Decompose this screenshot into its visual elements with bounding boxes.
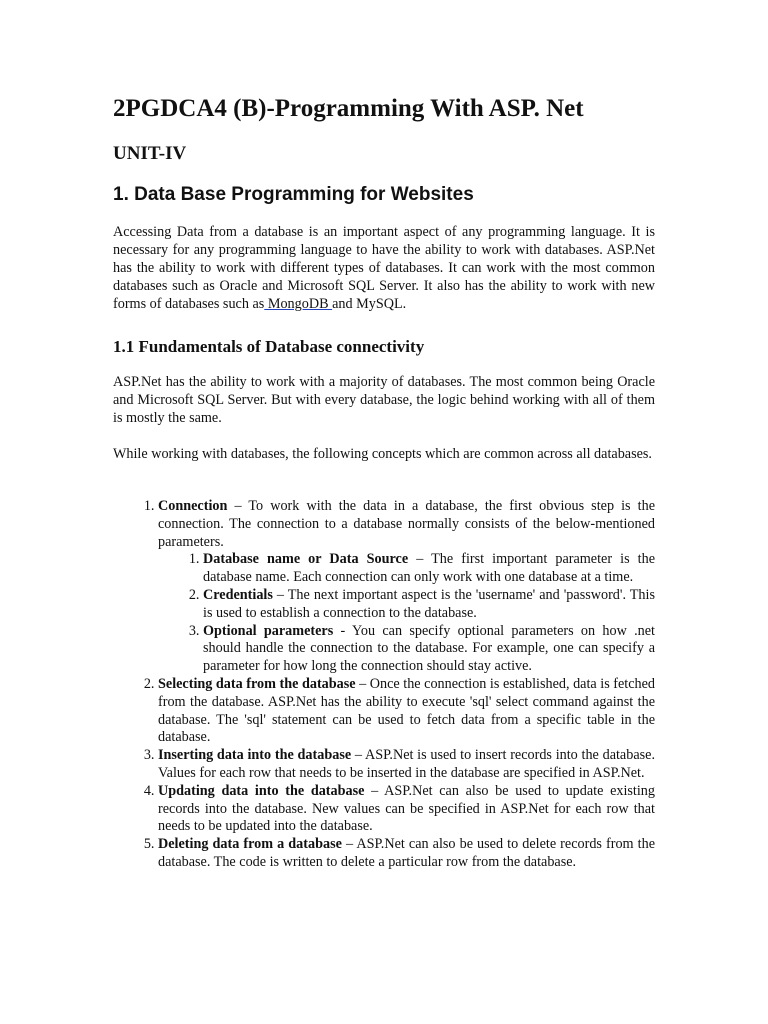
list-item-text: Once the connection is established, data is fetched from the database. ASP.Net has the ability to execute 'sql' select command against the database. The 'sql' statement can be used to fetch data from a specific table in the database.: [158, 675, 656, 746]
fundamentals-paragraph: ASP.Net has the ability to work with a majority of databases. The most common being Oracle and Microsoft SQL Server. But with every database, the logic behind working with all of them is mostly the same.: [113, 374, 655, 426]
sub-list-item-text: The first important parameter is the database name. Each connection can only work with one database at a time.: [203, 551, 655, 586]
sub-list-item: [203, 551, 655, 587]
list-item-term: Selecting data from the database: [158, 675, 356, 692]
sub-list-item: [203, 623, 655, 676]
list-item-term: Deleting data from a database: [158, 836, 342, 853]
subsection-heading-fundamentals: 1.1 Fundamentals of Database connectivity: [113, 337, 425, 356]
sub-list-item: [203, 587, 655, 623]
sub-list-item-term: Credentials: [203, 586, 273, 603]
sub-list-item-text: The next important aspect is the 'username' and 'password'. This is used to establish a connection to the database.: [203, 586, 655, 621]
list-item-sep: –: [341, 836, 357, 853]
intro-text-end: and MySQL.: [332, 296, 407, 312]
list-item-sep: –: [351, 747, 365, 764]
sub-list-item-sep: –: [272, 586, 288, 603]
list-item-text: ASP.Net is used to insert records into the database. Values for each row that needs to be inserted in the database are specified in ASP.Net.: [158, 747, 655, 781]
list-item-text: To work with the data in a database, the first obvious step is the connection. The connection to a database normally consists of the below-mentioned parameters.: [158, 498, 655, 550]
list-item-sep: –: [364, 782, 385, 799]
list-item: [158, 676, 655, 747]
list-item-term: Inserting data into the database: [158, 747, 352, 764]
list-item-text: ASP.Net can also be used to update existing records into the database. New values can be specified in ASP.Net for each row that needs to be updated into the database.: [158, 782, 655, 835]
list-item: [158, 783, 655, 836]
list-item-text: ASP.Net can also be used to delete records from the database. The code is written to delete a particular row from the database.: [158, 836, 655, 870]
mongodb-link[interactable]: MongoDB: [264, 296, 333, 312]
sub-list-item-text: You can specify optional parameters on how .net should handle the connection to the database. For example, one can specify a parameter for how long the connection should stay active.: [203, 622, 655, 675]
list-item: [158, 747, 655, 783]
connection-parameters-list: [158, 551, 655, 676]
concepts-list: [113, 498, 655, 872]
sub-list-item-sep: –: [408, 551, 432, 568]
intro-paragraph: [113, 223, 655, 313]
list-item: [158, 498, 655, 676]
unit-heading: UNIT-IV: [113, 143, 187, 164]
concepts-paragraph: While working with databases, the following concepts which are common across all databases.: [113, 446, 652, 462]
sub-list-item-sep: -: [333, 622, 353, 639]
document-title: 2PGDCA4 (B)-Programming With ASP. Net: [113, 95, 584, 122]
list-item-sep: –: [355, 675, 370, 692]
sub-list-item-term: Optional parameters: [203, 622, 334, 639]
list-item-sep: –: [227, 498, 249, 514]
section-heading-data-base-programming: 1. Data Base Programming for Websites: [113, 184, 474, 205]
list-item-term: Updating data into the database: [158, 782, 365, 799]
intro-text: Accessing Data from a database is an important aspect of any programming language. It is necessary for any programming language to have the ability to work with databases. ASP.Net has the ability to work with different types of databases. It can work with the most common databases such as Oracle and Microsoft SQL Server. It also has the ability to work with new forms of databases such as: [113, 224, 655, 312]
list-item: [158, 836, 655, 872]
sub-list-item-term: Database name or Data Source: [203, 551, 409, 568]
list-item-term: Connection: [158, 498, 228, 514]
